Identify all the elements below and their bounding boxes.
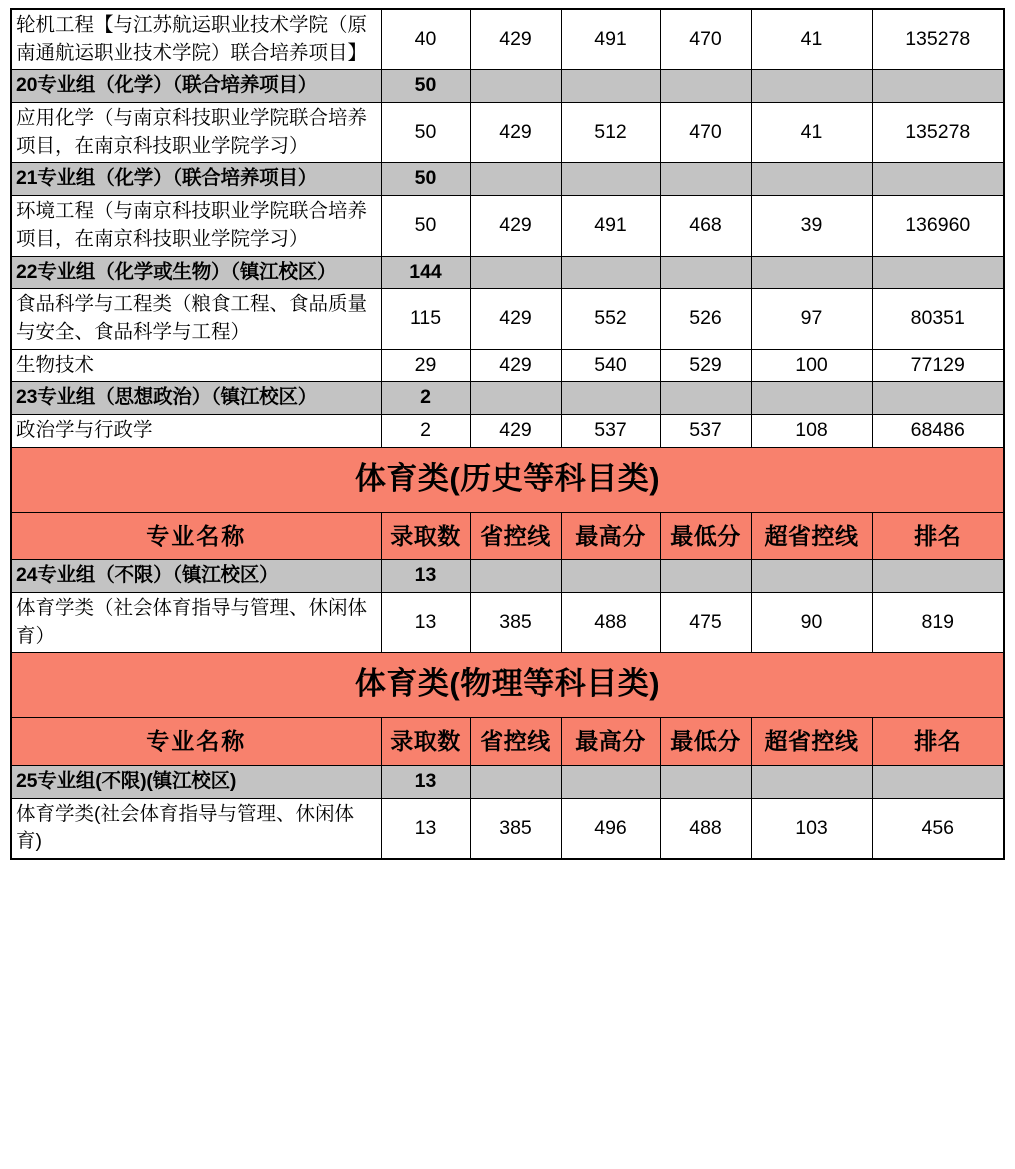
table-row xyxy=(11,592,1004,652)
table-row xyxy=(11,196,1004,256)
group-name-cell: 20专业组（化学）（联合培养项目） xyxy=(11,70,381,103)
cell-rank xyxy=(872,163,1004,196)
cell-rank: 80351 xyxy=(872,289,1004,349)
major-name-cell: 应用化学（与南京科技职业学院联合培养项目，在南京科技职业学院学习） xyxy=(11,103,381,163)
major-group-row xyxy=(11,70,1004,103)
cell-provincial-line xyxy=(470,766,561,799)
column-header-provincial-line: 省控线 xyxy=(470,718,561,766)
major-name-cell: 环境工程（与南京科技职业学院联合培养项目，在南京科技职业学院学习） xyxy=(11,196,381,256)
column-header-lowest: 最低分 xyxy=(660,512,751,560)
cell-rank xyxy=(872,70,1004,103)
cell-highest: 491 xyxy=(561,9,660,70)
cell-over-line: 90 xyxy=(751,592,872,652)
column-header-over-line: 超省控线 xyxy=(751,512,872,560)
cell-rank: 819 xyxy=(872,592,1004,652)
cell-provincial-line: 429 xyxy=(470,103,561,163)
cell-rank: 456 xyxy=(872,798,1004,859)
major-name-cell: 政治学与行政学 xyxy=(11,414,381,447)
column-header-lowest: 最低分 xyxy=(660,718,751,766)
major-group-row xyxy=(11,256,1004,289)
cell-rank: 135278 xyxy=(872,103,1004,163)
cell-over-line: 41 xyxy=(751,103,872,163)
cell-highest: 496 xyxy=(561,798,660,859)
cell-lowest: 488 xyxy=(660,798,751,859)
column-header-row xyxy=(11,512,1004,560)
cell-highest xyxy=(561,382,660,415)
cell-highest: 491 xyxy=(561,196,660,256)
section-banner-title: 体育类(物理等科目类) xyxy=(11,653,1004,718)
column-header-enrolled: 录取数 xyxy=(381,512,470,560)
column-header-provincial-line: 省控线 xyxy=(470,512,561,560)
cell-highest: 488 xyxy=(561,592,660,652)
major-name-cell: 轮机工程【与江苏航运职业技术学院（原南通航运职业技术学院）联合培养项目】 xyxy=(11,9,381,70)
cell-rank: 77129 xyxy=(872,349,1004,382)
cell-over-line xyxy=(751,70,872,103)
cell-highest xyxy=(561,560,660,593)
cell-enrolled: 50 xyxy=(381,163,470,196)
cell-provincial-line xyxy=(470,560,561,593)
cell-enrolled: 13 xyxy=(381,798,470,859)
cell-lowest: 468 xyxy=(660,196,751,256)
cell-highest: 537 xyxy=(561,414,660,447)
table-row xyxy=(11,9,1004,70)
cell-highest: 512 xyxy=(561,103,660,163)
cell-provincial-line: 429 xyxy=(470,414,561,447)
cell-over-line: 108 xyxy=(751,414,872,447)
cell-rank: 135278 xyxy=(872,9,1004,70)
major-name-cell: 生物技术 xyxy=(11,349,381,382)
column-header-major: 专业名称 xyxy=(11,718,381,766)
cell-highest: 540 xyxy=(561,349,660,382)
column-header-over-line: 超省控线 xyxy=(751,718,872,766)
cell-over-line: 39 xyxy=(751,196,872,256)
cell-rank: 136960 xyxy=(872,196,1004,256)
cell-over-line: 103 xyxy=(751,798,872,859)
table-row xyxy=(11,798,1004,859)
cell-lowest xyxy=(660,163,751,196)
table-row xyxy=(11,103,1004,163)
cell-lowest: 470 xyxy=(660,9,751,70)
column-header-major: 专业名称 xyxy=(11,512,381,560)
cell-over-line xyxy=(751,766,872,799)
cell-enrolled: 13 xyxy=(381,560,470,593)
group-name-cell: 22专业组（化学或生物）（镇江校区） xyxy=(11,256,381,289)
cell-lowest: 475 xyxy=(660,592,751,652)
major-group-row xyxy=(11,766,1004,799)
major-name-cell: 食品科学与工程类（粮食工程、食品质量与安全、食品科学与工程） xyxy=(11,289,381,349)
cell-highest: 552 xyxy=(561,289,660,349)
cell-provincial-line: 429 xyxy=(470,349,561,382)
admissions-score-table xyxy=(10,8,1005,860)
table-row xyxy=(11,414,1004,447)
major-group-row xyxy=(11,560,1004,593)
column-header-highest: 最高分 xyxy=(561,512,660,560)
column-header-rank: 排名 xyxy=(872,718,1004,766)
cell-highest xyxy=(561,256,660,289)
cell-provincial-line: 385 xyxy=(470,592,561,652)
table-row xyxy=(11,289,1004,349)
cell-rank xyxy=(872,766,1004,799)
cell-enrolled: 50 xyxy=(381,196,470,256)
major-name-cell: 体育学类(社会体育指导与管理、休闲体育) xyxy=(11,798,381,859)
cell-highest xyxy=(561,163,660,196)
cell-rank xyxy=(872,256,1004,289)
column-header-enrolled: 录取数 xyxy=(381,718,470,766)
cell-over-line: 41 xyxy=(751,9,872,70)
cell-enrolled: 2 xyxy=(381,414,470,447)
cell-lowest xyxy=(660,256,751,289)
cell-enrolled: 13 xyxy=(381,766,470,799)
cell-highest xyxy=(561,70,660,103)
major-name-cell: 体育学类（社会体育指导与管理、休闲体育） xyxy=(11,592,381,652)
cell-over-line xyxy=(751,560,872,593)
cell-lowest: 526 xyxy=(660,289,751,349)
cell-provincial-line: 429 xyxy=(470,196,561,256)
cell-enrolled: 29 xyxy=(381,349,470,382)
cell-enrolled: 40 xyxy=(381,9,470,70)
cell-rank xyxy=(872,560,1004,593)
cell-over-line xyxy=(751,382,872,415)
section-banner-row xyxy=(11,447,1004,512)
cell-provincial-line: 385 xyxy=(470,798,561,859)
column-header-rank: 排名 xyxy=(872,512,1004,560)
cell-provincial-line: 429 xyxy=(470,9,561,70)
cell-over-line xyxy=(751,163,872,196)
cell-lowest: 529 xyxy=(660,349,751,382)
cell-provincial-line xyxy=(470,70,561,103)
cell-provincial-line xyxy=(470,382,561,415)
cell-provincial-line: 429 xyxy=(470,289,561,349)
section-banner-row xyxy=(11,653,1004,718)
cell-over-line: 100 xyxy=(751,349,872,382)
cell-lowest xyxy=(660,766,751,799)
cell-lowest xyxy=(660,382,751,415)
cell-enrolled: 50 xyxy=(381,70,470,103)
group-name-cell: 21专业组（化学）（联合培养项目） xyxy=(11,163,381,196)
column-header-highest: 最高分 xyxy=(561,718,660,766)
cell-provincial-line xyxy=(470,256,561,289)
cell-enrolled: 2 xyxy=(381,382,470,415)
cell-highest xyxy=(561,766,660,799)
cell-over-line: 97 xyxy=(751,289,872,349)
column-header-row xyxy=(11,718,1004,766)
cell-lowest xyxy=(660,560,751,593)
table-row xyxy=(11,349,1004,382)
major-group-row xyxy=(11,382,1004,415)
cell-lowest: 537 xyxy=(660,414,751,447)
cell-provincial-line xyxy=(470,163,561,196)
group-name-cell: 24专业组（不限）（镇江校区） xyxy=(11,560,381,593)
major-group-row xyxy=(11,163,1004,196)
cell-lowest xyxy=(660,70,751,103)
cell-enrolled: 13 xyxy=(381,592,470,652)
group-name-cell: 25专业组(不限)(镇江校区) xyxy=(11,766,381,799)
cell-lowest: 470 xyxy=(660,103,751,163)
cell-rank xyxy=(872,382,1004,415)
cell-over-line xyxy=(751,256,872,289)
group-name-cell: 23专业组（思想政治）（镇江校区） xyxy=(11,382,381,415)
cell-enrolled: 144 xyxy=(381,256,470,289)
cell-enrolled: 115 xyxy=(381,289,470,349)
spreadsheet-sheet xyxy=(10,8,1003,860)
cell-enrolled: 50 xyxy=(381,103,470,163)
section-banner-title: 体育类(历史等科目类) xyxy=(11,447,1004,512)
cell-rank: 68486 xyxy=(872,414,1004,447)
table-body xyxy=(11,9,1004,859)
